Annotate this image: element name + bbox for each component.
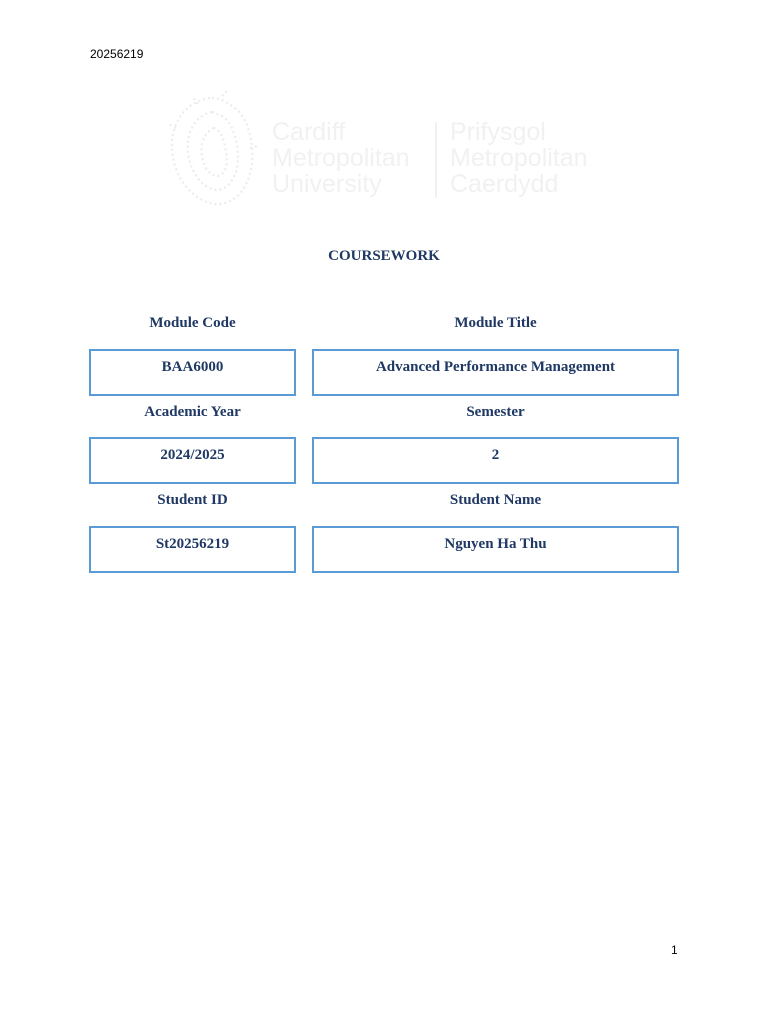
student-name-label: Student Name — [449, 492, 542, 508]
document-title: COURSEWORK — [328, 248, 440, 264]
module-title-box: Advanced Performance Management — [312, 349, 679, 396]
academic-year-label: Academic Year — [144, 404, 241, 420]
logo-text-cy-1: Prifysgol — [450, 118, 546, 146]
student-name-box: Nguyen Ha Thu — [312, 526, 679, 573]
logo-text-en-3: University — [272, 170, 382, 198]
logo-text-cy-2: Metropolitan — [450, 144, 588, 172]
module-code-label: Module Code — [149, 315, 236, 331]
logo-text-en-2: Metropolitan — [272, 144, 410, 172]
university-logo — [162, 88, 608, 212]
student-id-box: St20256219 — [89, 526, 296, 573]
header-student-number: 20256219 — [90, 47, 144, 61]
semester-box: 2 — [312, 437, 679, 484]
academic-year-box: 2024/2025 — [89, 437, 296, 484]
page-number: 1 — [671, 943, 678, 957]
semester-label: Semester — [466, 404, 525, 420]
logo-emblem — [168, 90, 258, 204]
student-id-label: Student ID — [157, 492, 228, 508]
module-code-box: BAA6000 — [89, 349, 296, 396]
module-title-label: Module Title — [454, 315, 537, 331]
logo-text-en-1: Cardiff — [272, 118, 346, 146]
logo-wordmark — [272, 118, 588, 198]
logo-text-cy-3: Caerdydd — [450, 170, 559, 198]
